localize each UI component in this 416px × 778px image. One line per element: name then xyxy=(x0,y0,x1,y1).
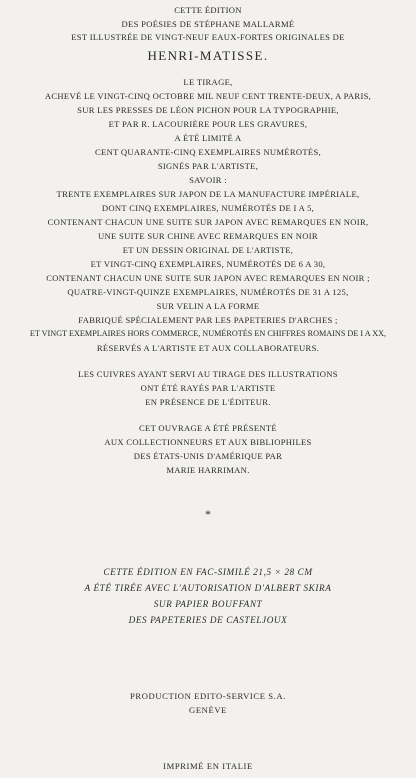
heading-line-2: DES POÉSIES DE STÉPHANE MALLARMÉ xyxy=(121,19,295,29)
presentation-line-4: MARIE HARRIMAN. xyxy=(166,465,250,475)
tirage-line-16: QUATRE-VINGT-QUINZE EXEMPLAIRES, NUMÉROTÉS DE 31 A 125, xyxy=(67,287,349,297)
cuivres-line-3: EN PRÉSENCE DE L'ÉDITEUR. xyxy=(145,397,271,407)
artist-name: HENRI-MATISSE. xyxy=(147,48,269,63)
heading-line-1: CETTE ÉDITION xyxy=(174,5,242,15)
tirage-line-9: TRENTE EXEMPLAIRES SUR JAPON DE LA MANUFACTURE IMPÉRIALE, xyxy=(56,189,360,199)
production-line-1: PRODUCTION EDITO-SERVICE S.A. xyxy=(130,691,286,701)
tirage-line-3: SUR LES PRESSES DE LÉON PICHON POUR LA TYPOGRAPHIE, xyxy=(77,105,339,115)
cuivres-line-1: LES CUIVRES AYANT SERVI AU TIRAGE DES ILLUSTRATIONS xyxy=(78,369,338,379)
imprint-line: IMPRIMÉ EN ITALIE xyxy=(163,761,253,771)
presentation-line-2: AUX COLLECTIONNEURS ET AUX BIBLIOPHILES xyxy=(104,437,312,447)
facsimile-line-1: CETTE ÉDITION EN FAC-SIMILÉ 21,5 × 28 CM xyxy=(103,567,313,577)
tirage-line-20: RÉSERVÉS A L'ARTISTE ET AUX COLLABORATEURS. xyxy=(96,343,320,353)
presentation-line-3: DES ÉTATS-UNIS D'AMÉRIQUE PAR xyxy=(133,451,283,461)
facsimile-line-2: A ÉTÉ TIRÉE AVEC L'AUTORISATION D'ALBERT SKIRA xyxy=(84,583,332,593)
facsimile-line-4: DES PAPETERIES DE CASTELJOUX xyxy=(128,615,288,625)
presentation-line-1: CET OUVRAGE A ÉTÉ PRÉSENTÉ xyxy=(139,423,277,433)
tirage-line-8: SAVOIR : xyxy=(189,175,227,185)
tirage-line-15: CONTENANT CHACUN UNE SUITE SUR JAPON AVEC REMARQUES EN NOIR ; xyxy=(46,273,370,283)
tirage-line-11: CONTENANT CHACUN UNE SUITE SUR JAPON AVEC REMARQUES EN NOIR, xyxy=(47,217,369,227)
tirage-line-12: UNE SUITE SUR CHINE AVEC REMARQUES EN NOIR xyxy=(98,231,318,241)
tirage-line-5: A ÉTÉ LIMITÉ A xyxy=(174,133,242,143)
cuivres-line-2: ONT ÉTÉ RAYÉS PAR L'ARTISTE xyxy=(140,383,276,393)
tirage-line-14: ET VINGT-CINQ EXEMPLAIRES, NUMÉROTÉS DE 6 A 30, xyxy=(90,259,326,269)
tirage-line-17: SUR VELIN A LA FORME xyxy=(156,301,260,311)
separator-asterisk: * xyxy=(205,507,211,521)
tirage-line-19: ET VINGT EXEMPLAIRES HORS COMMERCE, NUMÉROTÉS EN CHIFFRES ROMAINS DE I A XX, xyxy=(29,329,387,338)
facsimile-line-3: SUR PAPIER BOUFFANT xyxy=(153,599,263,609)
tirage-line-13: ET UN DESSIN ORIGINAL DE L'ARTISTE, xyxy=(122,245,294,255)
tirage-line-7: SIGNÉS PAR L'ARTISTE, xyxy=(157,161,259,171)
tirage-line-6: CENT QUARANTE-CINQ EXEMPLAIRES NUMÉROTÉS, xyxy=(94,147,322,157)
tirage-line-1: LE TIRAGE, xyxy=(183,77,233,87)
tirage-line-18: FABRIQUÉ SPÉCIALEMENT PAR LES PAPETERIES D'ARCHES ; xyxy=(78,315,338,325)
tirage-line-4: ET PAR R. LACOURIÈRE POUR LES GRAVURES, xyxy=(108,119,308,129)
tirage-line-2: ACHEVÉ LE VINGT-CINQ OCTOBRE MIL NEUF CENT TRENTE-DEUX, A PARIS, xyxy=(44,91,372,101)
production-line-2: GENÈVE xyxy=(189,705,227,715)
heading-line-3: EST ILLUSTRÉE DE VINGT-NEUF EAUX-FORTES ORIGINALES DE xyxy=(71,32,345,42)
tirage-line-10: DONT CINQ EXEMPLAIRES, NUMÉROTÉS DE I A 5, xyxy=(101,203,315,213)
